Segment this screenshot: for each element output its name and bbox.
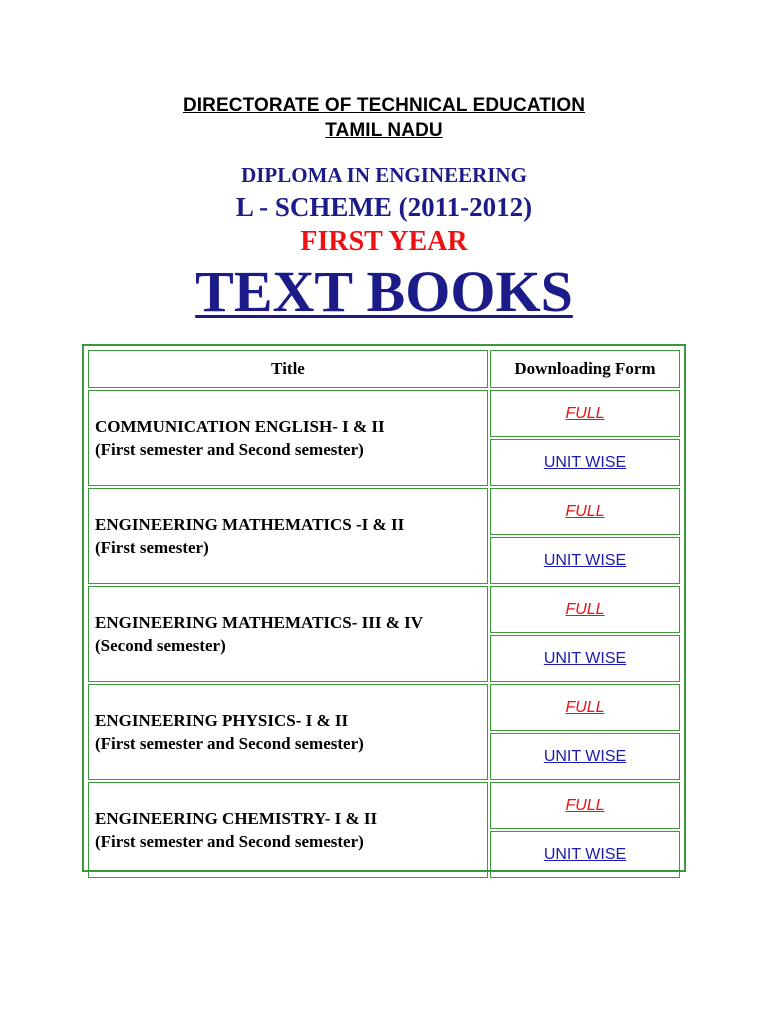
full-download-link[interactable]: FULL — [565, 796, 605, 814]
table-row — [88, 684, 680, 731]
book-title-cell — [88, 782, 488, 878]
unit-wise-download-link[interactable]: UNIT WISE — [543, 747, 627, 765]
book-subtitle: (First semester and Second semester) — [95, 832, 364, 851]
full-link-cell — [490, 390, 680, 437]
unit-wise-download-link[interactable]: UNIT WISE — [543, 649, 627, 667]
unit-wise-download-link[interactable]: UNIT WISE — [543, 551, 627, 569]
table-row — [88, 390, 680, 437]
table-row — [88, 782, 680, 829]
header-line-2: TAMIL NADU — [325, 120, 443, 141]
table-row — [88, 586, 680, 633]
table-header-row — [88, 350, 680, 388]
unit-link-cell — [490, 537, 680, 584]
header-line-1: DIRECTORATE OF TECHNICAL EDUCATION — [182, 95, 586, 116]
book-title-cell — [88, 390, 488, 486]
book-title: ENGINEERING CHEMISTRY- I & II — [95, 809, 378, 828]
textbooks-table — [82, 344, 686, 872]
scheme-title: L - SCHEME (2011-2012) — [235, 192, 533, 222]
book-subtitle: (First semester) — [95, 538, 209, 557]
unit-link-cell — [490, 831, 680, 878]
column-header-download: Downloading Form — [490, 350, 680, 388]
unit-link-cell — [490, 635, 680, 682]
full-download-link[interactable]: FULL — [565, 600, 605, 618]
book-subtitle: (First semester and Second semester) — [95, 734, 364, 753]
year-title: FIRST YEAR — [300, 226, 468, 257]
book-title: ENGINEERING MATHEMATICS -I & II — [95, 515, 405, 534]
column-header-title: Title — [88, 350, 488, 388]
table-row — [88, 488, 680, 535]
full-link-cell — [490, 488, 680, 535]
book-title-cell — [88, 488, 488, 584]
unit-wise-download-link[interactable]: UNIT WISE — [543, 453, 627, 471]
page-title: TEXT BOOKS — [195, 259, 573, 324]
book-subtitle: (First semester and Second semester) — [95, 440, 364, 459]
full-download-link[interactable]: FULL — [565, 404, 605, 422]
unit-link-cell — [490, 439, 680, 486]
full-download-link[interactable]: FULL — [565, 698, 605, 716]
full-link-cell — [490, 586, 680, 633]
book-subtitle: (Second semester) — [95, 636, 226, 655]
book-title-cell — [88, 684, 488, 780]
book-title: ENGINEERING PHYSICS- I & II — [95, 711, 349, 730]
unit-link-cell — [490, 733, 680, 780]
book-title-cell — [88, 586, 488, 682]
full-link-cell — [490, 684, 680, 731]
book-title: ENGINEERING MATHEMATICS- III & IV — [95, 613, 424, 632]
full-link-cell — [490, 782, 680, 829]
diploma-title: DIPLOMA IN ENGINEERING — [241, 163, 527, 187]
unit-wise-download-link[interactable]: UNIT WISE — [543, 845, 627, 863]
full-download-link[interactable]: FULL — [565, 502, 605, 520]
book-title: COMMUNICATION ENGLISH- I & II — [95, 417, 385, 436]
